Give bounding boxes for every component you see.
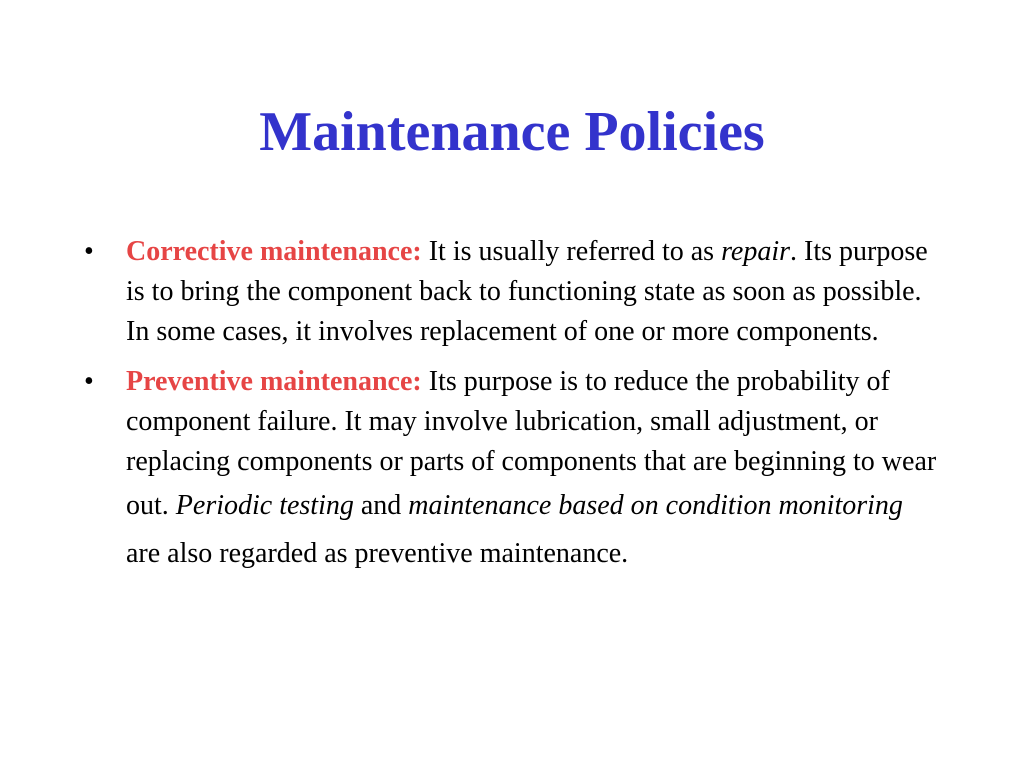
bullet-dot-icon: •	[84, 236, 94, 267]
preventive-keyword-condition-monitoring: maintenance based on condition monitoring	[408, 490, 903, 521]
bullet-corrective	[84, 232, 944, 352]
bullet-list	[84, 232, 944, 588]
preventive-text-3: are also regarded as preventive maintenance.	[126, 538, 629, 569]
preventive-term: Preventive maintenance:	[126, 366, 422, 397]
corrective-keyword-repair: repair	[721, 236, 791, 267]
corrective-text-1: It is usually referred to as	[421, 236, 722, 267]
preventive-text-1: Its purpose is to reduce the probability of component failure. It may involve lubrication, small adjustment, or replacing components or parts of components that are beginning to wear out.	[126, 366, 937, 521]
preventive-text-2: and	[353, 490, 409, 521]
slide-title: Maintenance Policies	[259, 101, 765, 163]
bullet-dot-icon: •	[84, 366, 94, 397]
corrective-text-2: . Its purpose is to bring the component back to functioning state as soon as possible. In some cases, it involves replacement of one or more components.	[126, 236, 928, 347]
preventive-loose-lines	[126, 490, 903, 569]
corrective-term: Corrective maintenance:	[126, 236, 422, 267]
bullet-preventive	[84, 362, 944, 578]
preventive-keyword-periodic-testing: Periodic testing	[175, 490, 354, 521]
